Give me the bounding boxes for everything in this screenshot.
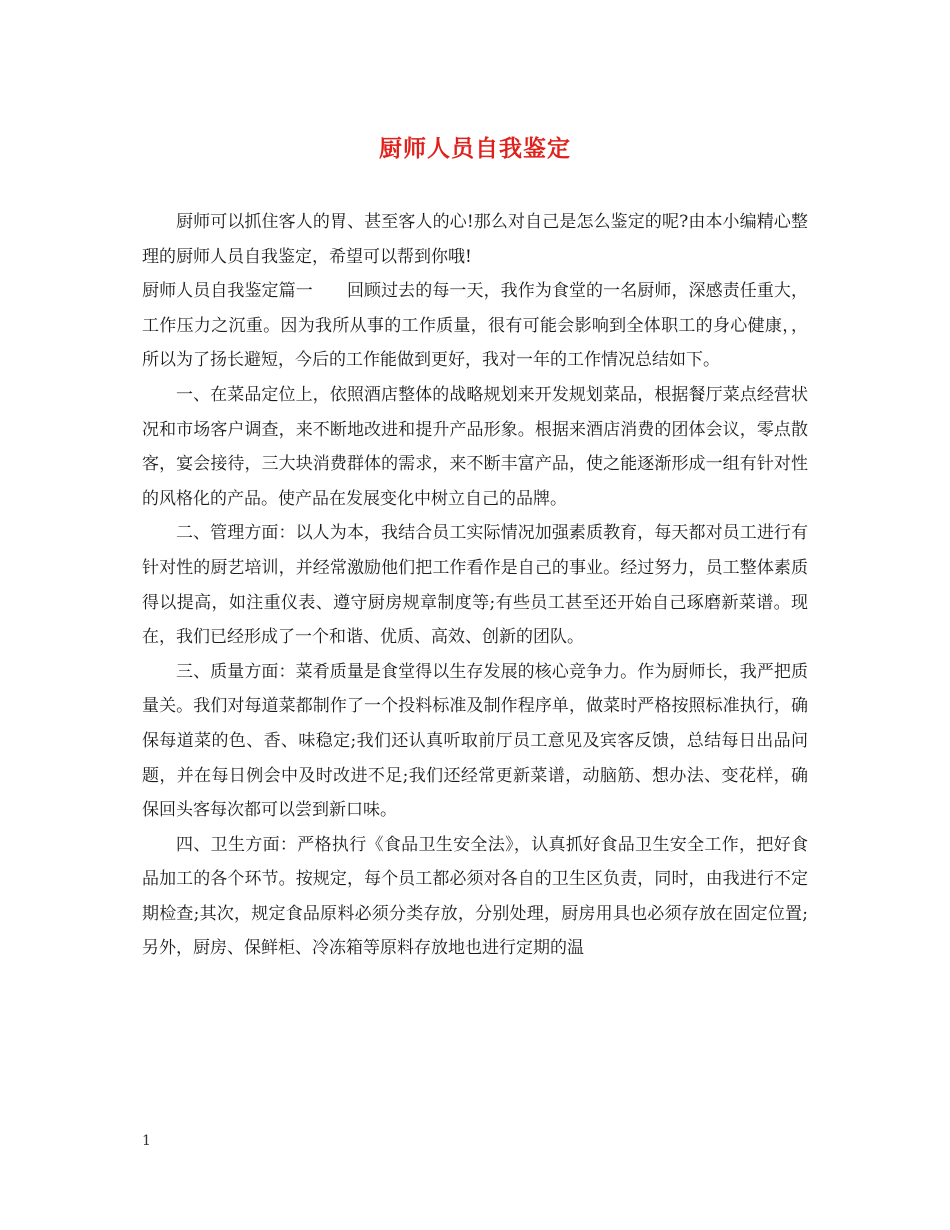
paragraph-menu-positioning: 一、在菜品定位上，依照酒店整体的战略规划来开发规划菜品，根据餐厅菜点经营状况和市场客户调查，来不断地改进和提升产品形象。根据来酒店消费的团体会议，零点散客，宴会接待，三大块消费群体的需求，来不断丰富产品，使之能逐渐形成一组有针对性的风格化的产品。使产品在发展变化中树立自己的品牌。 (142, 384, 808, 509)
document-title: 厨师人员自我鉴定 (379, 136, 571, 162)
paragraph-hygiene: 四、卫生方面：严格执行《食品卫生安全法》，认真抓好食品卫生安全工作，把好食品加工的各个环节。按规定，每个员工都必须对各自的卫生区负责，同时，由我进行不定期检查;其次，规定食品原料必须分类存放，分别处理，厨房用具也必须存放在固定位置;另外，厨房、保鲜柜、冷冻箱等原料存放地也进行定期的温 (142, 834, 808, 959)
paragraph-section-one: 厨师人员自我鉴定篇一 回顾过去的每一天，我作为食堂的一名厨师，深感责任重大，工作压力之沉重。因为我所从事的工作质量，很有可能会影响到全体职工的身心健康，，所以为了扬长避短，今后的工作能做到更好，我对一年的工作情况总结如下。 (142, 281, 808, 371)
paragraph-management: 二、管理方面：以人为本，我结合员工实际情况加强素质教育，每天都对员工进行有针对性的厨艺培训，并经常激励他们把工作看作是自己的事业。经过努力，员工整体素质得以提高，如注重仪表、遵守厨房规章制度等;有些员工甚至还开始自己琢磨新菜谱。现在，我们已经形成了一个和谐、优质、高效、创新的团队。 (142, 523, 808, 648)
paragraph-intro: 厨师可以抓住客人的胃、甚至客人的心!那么对自己是怎么鉴定的呢?由本小编精心整理的厨师人员自我鉴定，希望可以帮到你哦! (142, 212, 808, 267)
paragraph-quality: 三、质量方面：菜肴质量是食堂得以生存发展的核心竞争力。作为厨师长，我严把质量关。我们对每道菜都制作了一个投料标准及制作程序单，做菜时严格按照标准执行，确保每道菜的色、香、味稳定;我们还认真听取前厅员工意见及宾客反馈，总结每日出品问题，并在每日例会中及时改进不足;我们还经常更新菜谱，动脑筋、想办法、变花样，确保回头客每次都可以尝到新口味。 (142, 661, 808, 821)
page-number: 1 (142, 1133, 151, 1149)
document-body (142, 205, 808, 966)
